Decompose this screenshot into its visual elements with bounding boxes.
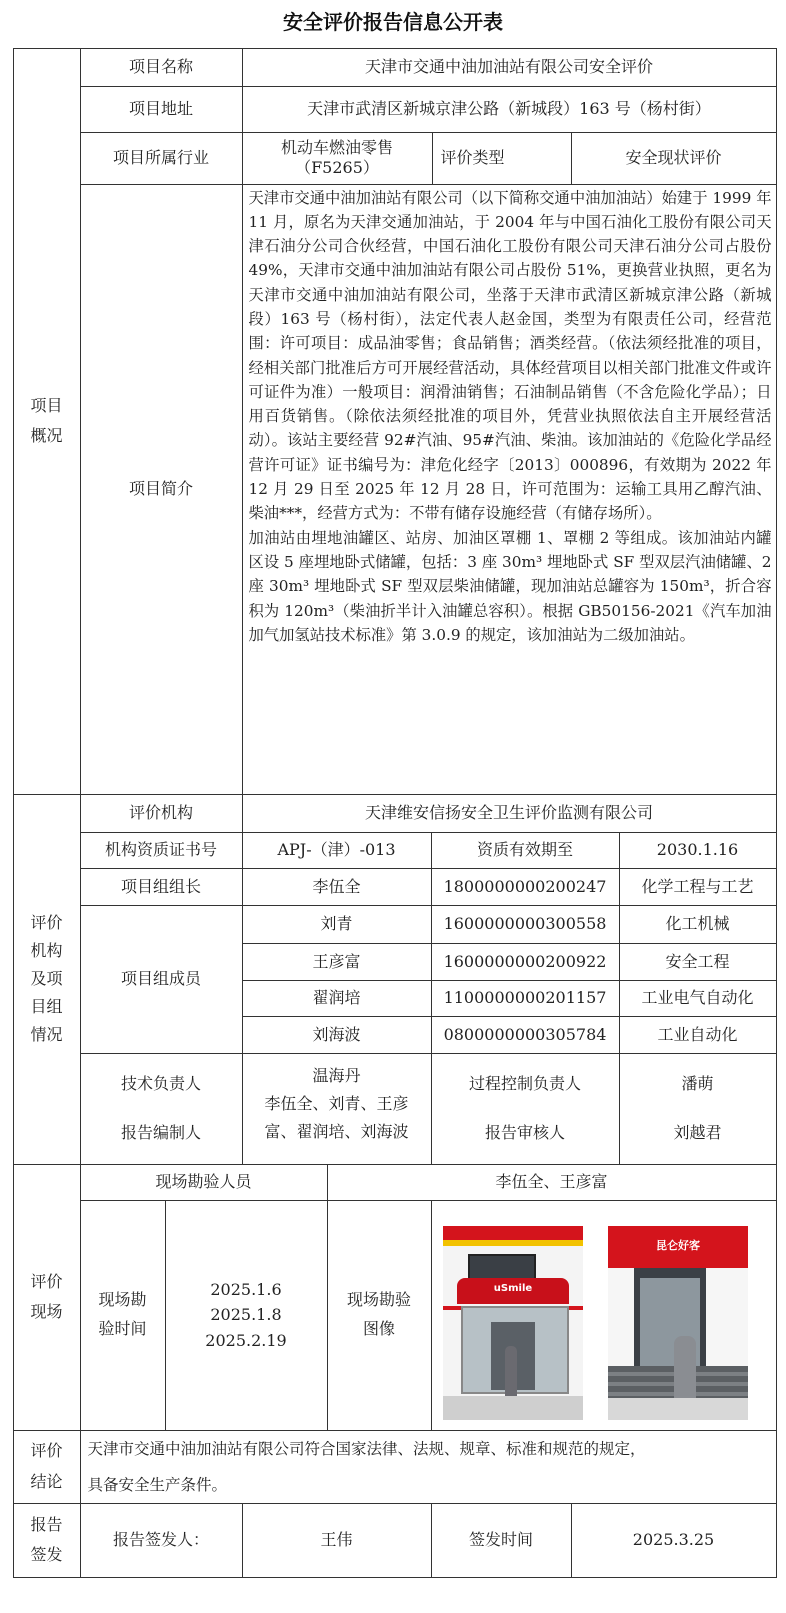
label-line: 目组 xyxy=(30,997,63,1016)
member-major: 安全工程 xyxy=(619,943,777,981)
members-label: 项目组成员 xyxy=(80,905,243,1054)
project-name-value: 天津市交通中油加油站有限公司安全评价 xyxy=(242,48,777,87)
usmile-sign: uSmile xyxy=(493,1283,533,1294)
label-line: 验时间 xyxy=(98,1319,147,1338)
member-id: 1600000000300558 xyxy=(431,905,620,944)
tech-lead: 温海丹 xyxy=(312,1065,361,1085)
roles-label-cell-2 xyxy=(431,1053,620,1165)
author-label: 报告编制人 xyxy=(120,1123,201,1142)
process-lead: 潘萌 xyxy=(681,1074,714,1093)
authors-line: 李伍全、刘青、王彦 xyxy=(264,1093,409,1113)
project-name-label: 项目名称 xyxy=(80,48,243,87)
leader-major: 化学工程与工艺 xyxy=(619,868,777,906)
intro-paragraph-1: 天津市交通中油加油站有限公司（以下简称交通中油加油站）始建于 1999 年 11 月，原名为天津交通加油站，于 2004 年与中国石油化工股份有限公司天津石油分公司合伙经营，中国石油化工股份有限公司天津石油分公司占股份 49%，天津市交通中油加油站有限公司占股份 51%，更换营业执照，更名为天津市交通中油加油站有限公司，坐落于天津市武清区新城京津公路（新城段）163 号（杨村街），法定代表人赵金国，类型为有限责任公司，经营范围：许可项目：成品油零售；食品销售；酒类经营。（依法须经批准的项目，经相关部门批准后方可开展经营活动，具体经营项目以相关部门批准文件或许可证件为准）一般项目：润滑油销售；石油制品销售（不含危险化学品）；日用百货销售。（除依法须经批准的项目外，凭营业执照依法自主开展经营活动）。该站主要经营 92#汽油、95#汽油、柴油。该加油站的《危险化学品经营许可证》证书编号为：津危化经字〔2013〕000896，有效期为 2022 年 12 月 29 日至 2025 年 12 月 28 日，许可范围为：运输工具用乙醇汽油、柴油***，经营方式为：不带有储存设施经营（有储存场所）。 xyxy=(248,188,772,523)
reviewer-label: 报告审核人 xyxy=(484,1123,565,1142)
industry-line: 机动车燃油零售 xyxy=(280,138,393,157)
label-line: 报告 xyxy=(30,1514,63,1534)
section-site-label xyxy=(13,1164,81,1431)
member-name: 刘海波 xyxy=(242,1016,432,1054)
site-date: 2025.1.8 xyxy=(210,1305,282,1325)
site-date: 2025.1.6 xyxy=(210,1279,282,1299)
sign-board xyxy=(608,1226,748,1268)
site-staff-label: 现场勘验人员 xyxy=(80,1164,328,1201)
label-line: 现场 xyxy=(30,1302,63,1321)
issuer-label: 报告签发人： xyxy=(80,1503,243,1578)
site-photo-2 xyxy=(608,1226,748,1420)
label-line: 评价 xyxy=(30,1271,63,1291)
leader-label: 项目组组长 xyxy=(80,868,243,906)
intro-text xyxy=(242,184,777,795)
label-line: 签发 xyxy=(30,1545,63,1564)
project-address-value: 天津市武清区新城京津公路（新城段）163 号（杨村街） xyxy=(242,86,777,133)
member-major: 工业电气自动化 xyxy=(619,980,777,1017)
floor xyxy=(443,1396,583,1420)
industry-code: （F5265） xyxy=(295,158,379,177)
leader-id: 1800000000200247 xyxy=(431,868,620,906)
roles-label-cell xyxy=(80,1053,243,1165)
eval-type-label: 评价类型 xyxy=(432,132,572,185)
member-name: 刘青 xyxy=(242,905,432,944)
conclusion-line: 天津市交通中油加油站有限公司符合国家法律、法规、规章、标准和规范的规定， xyxy=(87,1439,646,1458)
site-date: 2025.2.19 xyxy=(205,1330,287,1350)
canopy-stripe xyxy=(443,1226,583,1240)
issue-date: 2025.3.25 xyxy=(571,1503,777,1578)
member-id: 0800000000305784 xyxy=(431,1016,620,1054)
person xyxy=(505,1346,517,1398)
label-line: 情况 xyxy=(30,1025,63,1044)
reviewer: 刘越君 xyxy=(673,1123,722,1142)
industry-value xyxy=(242,132,433,185)
intro-paragraph-2: 加油站由埋地油罐区、站房、加油区罩棚 1、罩棚 2 等组成。该加油站内罐区设 5 座埋地卧式储罐，包括：3 座 30m³ 埋地卧式 SF 型双层汽油储罐、2 座 30m³ 埋地卧式 SF 型双层柴油储罐，现加油站总罐容为 150m³，折合容积为 120m³（柴油折半计入油罐总容积）。根据 GB50156-2021《汽车加油加气加氢站技术标准》第 3.0.9 的规定，该加油站为二级加油站。 xyxy=(248,528,772,644)
conclusion-text xyxy=(80,1430,777,1504)
kunlun-sign: 昆仑好客 xyxy=(656,1239,700,1252)
awning xyxy=(457,1278,569,1304)
site-staff: 李伍全、王彦富 xyxy=(327,1164,777,1201)
site-photo-1 xyxy=(443,1226,583,1420)
page-title: 安全评价报告信息公开表 xyxy=(283,10,503,34)
roles-value-cell xyxy=(242,1053,432,1165)
section-issue-label xyxy=(13,1503,81,1578)
label-line: 评价 xyxy=(30,1441,63,1461)
floor xyxy=(608,1398,748,1420)
label-line: 项目 xyxy=(30,395,63,415)
valid-label: 资质有效期至 xyxy=(431,832,620,869)
label-line: 及项 xyxy=(30,969,63,988)
label-line: 机构 xyxy=(30,941,63,960)
authors-line: 富、翟润培、刘海波 xyxy=(264,1121,409,1141)
site-time-label xyxy=(80,1200,166,1431)
label-line: 结论 xyxy=(30,1471,63,1491)
section-conclusion-label xyxy=(13,1430,81,1504)
roles-value-cell-2 xyxy=(619,1053,777,1165)
member-id: 1100000000201157 xyxy=(431,980,620,1017)
label-line: 图像 xyxy=(362,1319,395,1338)
label-line: 现场勘 xyxy=(98,1290,147,1310)
industry-label: 项目所属行业 xyxy=(80,132,243,185)
leader-name: 李伍全 xyxy=(242,868,432,906)
org-label: 评价机构 xyxy=(80,794,243,833)
section-overview-label xyxy=(13,48,81,795)
org-name: 天津维安信扬安全卫生评价监测有限公司 xyxy=(242,794,777,833)
member-name: 翟润培 xyxy=(242,980,432,1017)
section-organization-label xyxy=(13,794,81,1165)
member-major: 化工机械 xyxy=(619,905,777,944)
label-line: 现场勘验 xyxy=(346,1290,411,1310)
process-lead-label: 过程控制负责人 xyxy=(468,1074,581,1093)
member-id: 1600000000200922 xyxy=(431,943,620,981)
project-address-label: 项目地址 xyxy=(80,86,243,133)
cert-no: APJ-（津）-013 xyxy=(242,832,432,869)
member-major: 工业自动化 xyxy=(619,1016,777,1054)
site-dates xyxy=(165,1200,328,1431)
conclusion-line: 具备安全生产条件。 xyxy=(87,1475,228,1494)
valid-until: 2030.1.16 xyxy=(619,832,777,869)
cert-label: 机构资质证书号 xyxy=(80,832,243,869)
tech-lead-label: 技术负责人 xyxy=(120,1074,201,1093)
issue-date-label: 签发时间 xyxy=(431,1503,572,1578)
site-image-label xyxy=(327,1200,432,1431)
intro-label: 项目简介 xyxy=(80,184,243,795)
member-name: 王彦富 xyxy=(242,943,432,981)
issuer: 王伟 xyxy=(242,1503,432,1578)
label-line: 概况 xyxy=(30,426,63,445)
eval-type-value: 安全现状评价 xyxy=(571,132,777,185)
label-line: 评价 xyxy=(30,913,63,932)
